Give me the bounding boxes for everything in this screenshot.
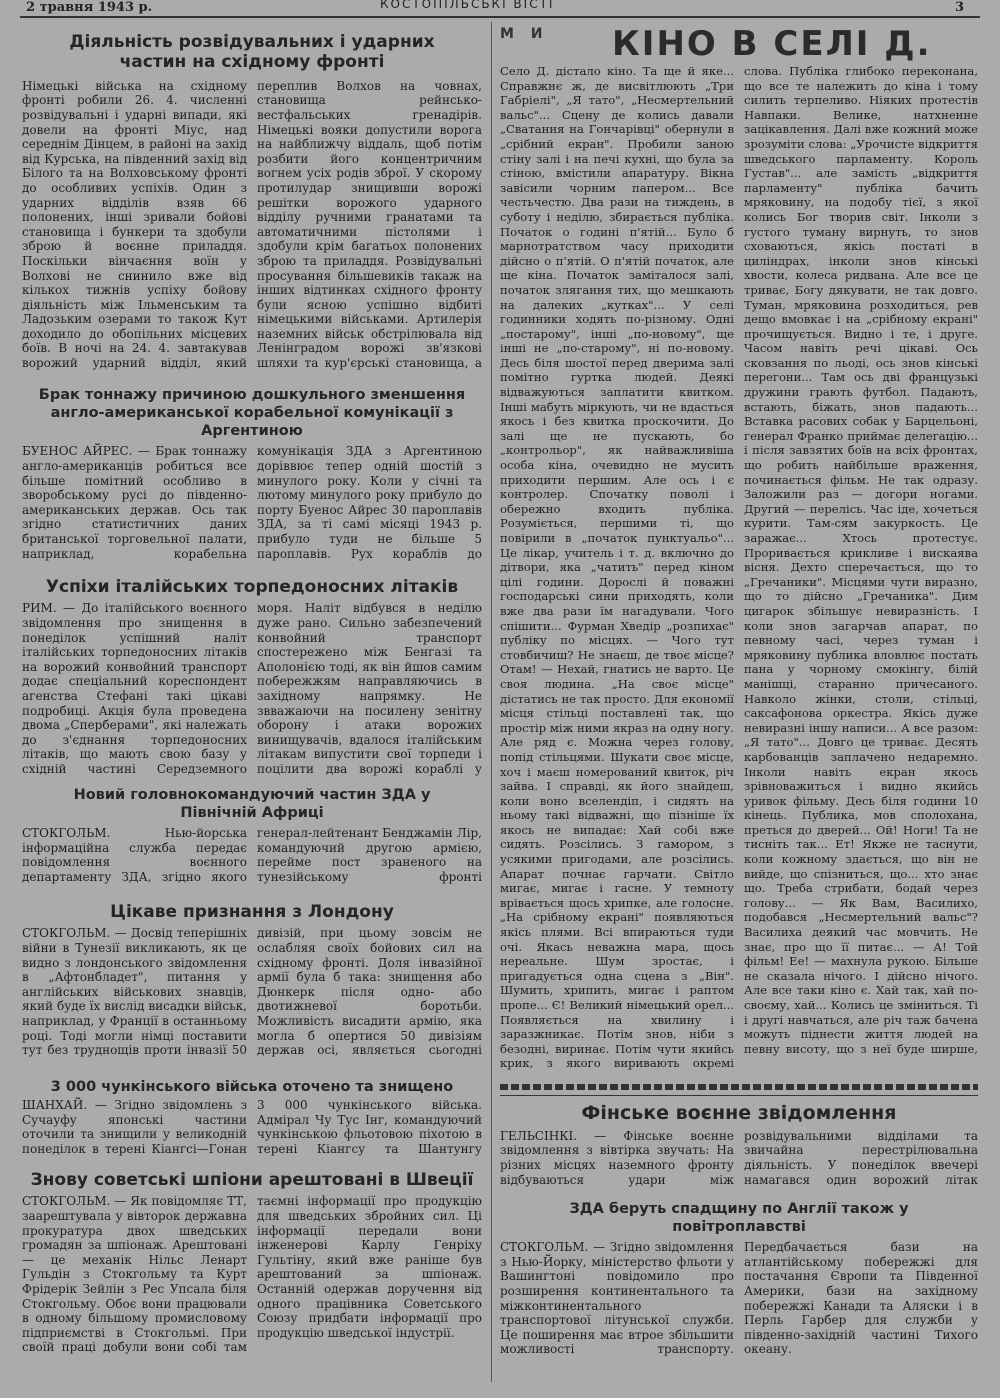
article-finnish	[500, 1102, 978, 1198]
article-north-africa-title: Новий головнокомандуючий частин ЗДА у Північній Африці	[73, 787, 431, 822]
article-eastern-front	[22, 32, 482, 382]
article-usa-aviation-text: СТОКГОЛЬМ. — Згідно звідомлення з Нью-Йорку, міністерство фльоти у Вашингтоні повідомило про розширення континентального та міжконтинентального транспортової літунської служби. Це поширення має втрое збільшити можливості транспорту. Передбачається бази на атлантійському побережжі для постачання Європи та Південної Америки, бази на західному побережжі Канади та Аляски і в Перль Гарбер для служби у південно-західній частині Тихого океану.	[500, 1240, 978, 1357]
article-sweden-spies-title: Знову советські шпіони арештовані в Швеції	[30, 1170, 474, 1190]
newspaper-title: КОСТОПІЛЬСЬКІ ВІСТІ	[380, 0, 555, 11]
article-north-africa-text: СТОКГОЛЬМ. Нью-йорська інформаційна служба передає повідомлення воєнного департаменту ЗДА, згідно якого генерал-лейтенант Бенджамін Лір, командуючий другою армією, перейме пост зраненого на тунезійському фронті	[22, 826, 482, 885]
article-north-africa	[22, 786, 482, 898]
article-argentina	[22, 386, 482, 574]
article-eastern-front-title: Діяльність розвідувальних і ударних частин на східному фронті	[69, 32, 435, 73]
page-header	[0, 0, 1000, 14]
article-usa-aviation-title: ЗДА беруть спадщину по Англії також у повітроплавстві	[569, 1201, 909, 1236]
article-finnish-title: Фінське воєнне звідомлення	[581, 1102, 897, 1124]
article-chungking	[22, 1078, 482, 1166]
article-kino	[500, 24, 978, 1082]
article-sweden-spies-text: СТОКГОЛЬМ. — Як повідомляє ТТ, заарештувала у вівторок державна прокуратура двох шведських громадян за шпіонаж. Арештовані — це механік Нільс Ленарт Гульдін з Стокгольму та Курт Фрідерік Зейлін з Рес Упсала біля Стокгольму. Обоє вони працювали в одному більшому промисловому підприємстві в Стокгольмі. При своїй праці добули вони собі там таємні інформації про продукцію для шведських збройних сил. Ці інформації передали вони інженерові Карлу Генріху Гультіну, який вже раніше був арештований за шпіонаж. Останній одержав доручення від одного працівника Советського Союзу придбати інформації про продукцію шведської індустрії.	[22, 1194, 482, 1355]
article-london-title: Цікаве признання з Лондону	[110, 902, 394, 922]
issue-date: 2 травня 1943 р.	[26, 0, 153, 15]
article-finnish-text: ГЕЛЬСІНКІ. — Фінське воєнне звідомлення з вівтірка звучать: На різних місцях наземного фронту відбуваються удари між розвідувальними відділами та звичайна перестрілювальна діяльність. У понеділок ввечері намагався один ворожий літак	[500, 1128, 978, 1187]
article-kino-title: КІНО В СЕЛІ Д.	[612, 24, 932, 64]
kino-prefix: М И	[500, 26, 549, 42]
separator-rule	[500, 1095, 978, 1096]
column-divider	[491, 22, 492, 1382]
page-number: 3	[955, 0, 965, 15]
article-kino-head	[500, 24, 978, 64]
article-chungking-text: ШАНХАЙ. — Згідно звідомлень з Сучауфу японські частини оточили та знищили у великодній понеділок в терені Кіангсі—Гонан 3 000 чункінського війська. Адмірал Чу Тус Інг, командуючий чункінською фльотовою піхотою в терені Кіангсу та Шантунгу	[22, 1098, 482, 1156]
article-london-text: СТОКГОЛЬМ. — Досвід теперішніх війни в Тунезії викликають, як це видно з лондонського звідомлення в „Афтонбладет", питання у англійських військових знавців, який буде їх вислід висадки військ, наприклад, у Франції в останньому році. Тоді могли німці поставити тут без труднощів проти інвазії 50 дивізій, при цьому зовсім не ослабляя своїх бойових сил на східному фронті. Доля інвазійної армії була б така: знищення або Дюнкерк після одно- або двотижневої боротьби. Можливість висадити армію, яка могла б опертися 50 дивізіям держав осі, являється сьогодні	[22, 926, 482, 1058]
article-kino-text: Село Д. дістало кіно. Та ще й яке... Справжнє ж, де висвітлюють „Три Габріелі", „Я тато", „Несмертельний вальс"... Сцену де колись давали „Сватання на Гончарівці" обернули в „срібний екран". Пробили заною стіну залі і на печі кухні, що була за стіною, вмістили апаратуру. Вікна завісили чорним папером... Все честьчестю. Два рази на тиждень, в суботу і неділю, збирається публіка. Початок о годині п'ятій... Було б марнотратством часу приходити дійсно о п'ятій. О п'ятій початок, але ще кіна. Початок заміталося залі, початок злягання тих, що мешкають на далеких „кутках"... У селі годинники ходять по-різному. Одні „постарому", інші „по-новому", ще інші не „по-старому", ні по-новому. Десь біля шостої перед дверима залі помітно гуртка людей. Деякі відважуються заплатити квитком. Інші мабуть міркують, чи не вдасться якось і без квитка проскочити. До залі ще не пускають, бо „контрольор", як найважливіша особа кіна, очевидно не мусить приходити першим. Але ось і є контролер. Спочатку поволі і обережно входить публіка. Розуміється, першими ті, що повірили в „початок пунктуальо"... Це лікар, учитель і т. д. включно до дітвори, яка „чатить" перед кіном цілі години. Дорослі й поважні господарські сини приходять, коли вже два рази їм нагадували. Чого спішити... Фурман Хведір „розпихає" публіку по місцях. — Чого тут стовбичиш? Не знаєш, де твоє місце? Отам! — Нехай, гнатись не варто. Це своя людина. „На своє місце" дістатись не так просто. Для економії місця стільці поставлені так, що простір між ними якраз на одну ногу. Але ряд є. Можна через голову, попід стільцями. Шукати своє місце, хоч і маєш номерований квиток, річ зайва. І справді, як його знайдеш, коли воно вселендіп, і сидять на ньому такі відважні, що пізніше їх якось не випадає: Хай собі вже сидять. Розсілись. З гамором, з усякими пригодами, але розсілись. Апарат почнає гарчати. Світло мигає, мигає і гасне. У темноту врівається щось хрипке, але голосне. „На срібному екрані" появляються якісь плями. Всі впираються туди очі. Якась неважна мара, щось нереальне. Шум зростає, і пригадується одна сцена з „Він". Шумить, хрипить, мигає і раптом пропе... Є! Великий німецький орел... Появляється на хвилину і заразжникає. Потім знов, ніби з безодні, виринає. Потім чути якийсь крик, з якого виривають окремі слова. Публіка глибоко переконана, що все те належить до кіна і тому силить терпеливо. Ніяких протестів Навпаки. Велике, натхненне зацікавлення. Далі вже кожний може зрозуміти слова: „Урочисте відкриття шведського парламенту. Король Густав"... але замість „відкриття парламенту" публіка бачить мряковину, на подобу тієї, з якої колись Бог творив світ. Інколи з густого туману вирнуть, то знов сховаються, якісь постаті в циліндрах, інколи знов кінські хвости, колеса ридвана. Але все це триває, Богу дякувати, не так довго. Туман, мряковина розходиться, рев дещо вмовкає і на „срібному екрані" прочищується. Видно і те, і друге. Часом навіть речі цікаві. Ось сковзання по льоді, ось знов кінські перегони... Там ось дві французькі дружини грають футбол. Падають, встають, біжать, знов падають... Вставка расових собак у Барцельоні, генерал Франко приймає делегацію... і після завзятих боїв на всіх фронтах, що робить найбільше враження, починається фільм. Не так одразу. Заложили раз — догори ногами. Другий — перелісь. Час іде, хочеться курити. Там-сям закуркость. Це заражає... Хтось протестує. Проривається крикливе і вискаява вісня. Дехто сперечається, що то „Гречаники". Місцями чути виразно, що то дійсно „Гречаника". Дим цигарок збільшує невиразність. І коли знов загарчав апарат, по певному часі, через туман і мряковину публика вловлює постать пана у чорному смокінгу, білій манішці, старанно причесаного. Навколо жінки, столи, стільці, саксафонова оркестра. Якісь дуже невиразні іншу написи... А все разом: „Я тато"... Довго це триває. Десять карбованців заплачено недаремно. Інколи навіть екран якось зрівноважиться і видно якийсь уривок фільму. Десь біля години 10 кінець. Публика, мов сполохана, преться до дверей... Ой! Ноги! Та не тисніть так... Ет! Якже не таснути, коли кожному здається, що він не вийде, що спізниться, що... хто знає що. Треба стрибати, бодай через голову... — Як Вам, Василихо, подобався „Несмертельний вальс"? Василиха деякий час мовчить. Не знає, про що її питає... — А! Той фільм! Ее! — махнула рукою. Більше не сказала нічого. І дійсно нічого. Але все таки кіно є. Хай так, хай по-своєму, хай... Колись це зміниться. Ті і другі навчаться, але річ таж бачена можуть піднести життя людей на певну висоту, що з неї буде ширше,	[500, 64, 978, 1071]
header-rule	[20, 16, 980, 18]
article-chungking-title: 3 000 чункінського війська оточено та знищено	[50, 1079, 454, 1095]
article-sweden-spies	[22, 1170, 482, 1385]
article-london	[22, 902, 482, 1074]
article-italian-torpedo	[22, 577, 482, 782]
article-usa-aviation	[500, 1200, 978, 1388]
article-italian-torpedo-title: Успіхи італійських торпедоносних літаків	[45, 577, 459, 597]
article-argentina-text: БУЕНОС АЙРЕС. — Брак тоннажу англо-американців робиться все більше помітний особливо в зворобському русі до південно-американських держав. Ось так згідно статистичних даних британської торговельної палати, наприклад, корабельна комунікація ЗДА з Аргентиною доріввює тепер одній шостій з минулого року. Коли у січні та лютому минулого року прибуло до порту Буенос Айрес 30 пароплавів ЗДА, за ті самі місяці 1943 р. прибуло туди не більше 5 пароплавів. Рух кораблів до	[22, 444, 482, 561]
article-eastern-front-text: Німецькі війська на східному фронті робили 26. 4. численні розвідувальні і ударні випади, які довели на фронті Міус, над середнім Дінцем, в районі на захід від Курська, на південний захід від Білого та на Волховському фронті до особливих успіхів. Один з ударних відділів взяв 66 полонених, інші зривали бойові становища і бункери та здобули зброю й воєнне приладдя. Поскільки вінчаєння воїн у Волхові не снинило вже від кількох тижнів успіху бойову діяльність між Ільменським та Ладозьким озерами то також Кут доходило до обопільних місцевих боїв. В ночі на 24. 4. завтакував ворожий ударний відділ, який переплив Волхов на човнах, становища рейнсько-вестфальських гренадірів. Німецькі вояки допустили ворога на найближчу віддаль, щоб потім розбити його концентричним вогнем усіх родів зброї. У скорому протилудар знищивши ворожі решітки ворожого ударного відділу ручними гранатами та автоматичними пістолями і здобули крім багатьох полонених зброю та приладдя. Розвідувальні просування більшевиків такаж на інших відтинках східного фронту були ясною успішно відбиті німецькими військами. Артилерія наземних військ обстрілювала від Ленінградом ворожі зв'язкові шляхи та кур'єрські становища, а	[22, 78, 482, 371]
separator-ornament	[500, 1084, 978, 1090]
article-italian-torpedo-text: РИМ. — До італійського воєнного звідомлення про знищення в понеділок успішний налiт італійських торпедоносних літаків на ворожий конвойний транспорт додає спеціальний кореспондент агенства Стефані такі цікаві подробиці. Акція була проведена двома „Сперберами", які належать до з'єднання торпедоносних літаків, що мають свою базу у східній частині Середземного моря. Налiт відбувся в неділю дуже рано. Сильно забезпечений конвойний транспорт спостережено між Бенгазі та Аполонією тоді, як він йшов самим побережжям направляючись в західному напрямку. Не звважаючи на посилену зенітну оборону і атаки ворожих винищувачів, вдалося італійським літакам випустити свої торпеди і поцілити два ворожі кораблі у	[22, 601, 482, 776]
article-argentina-title: Брак тоннажу причиною дошкульного зменшення англо-американської корабельної комунікації з Аргентиною	[38, 387, 466, 440]
